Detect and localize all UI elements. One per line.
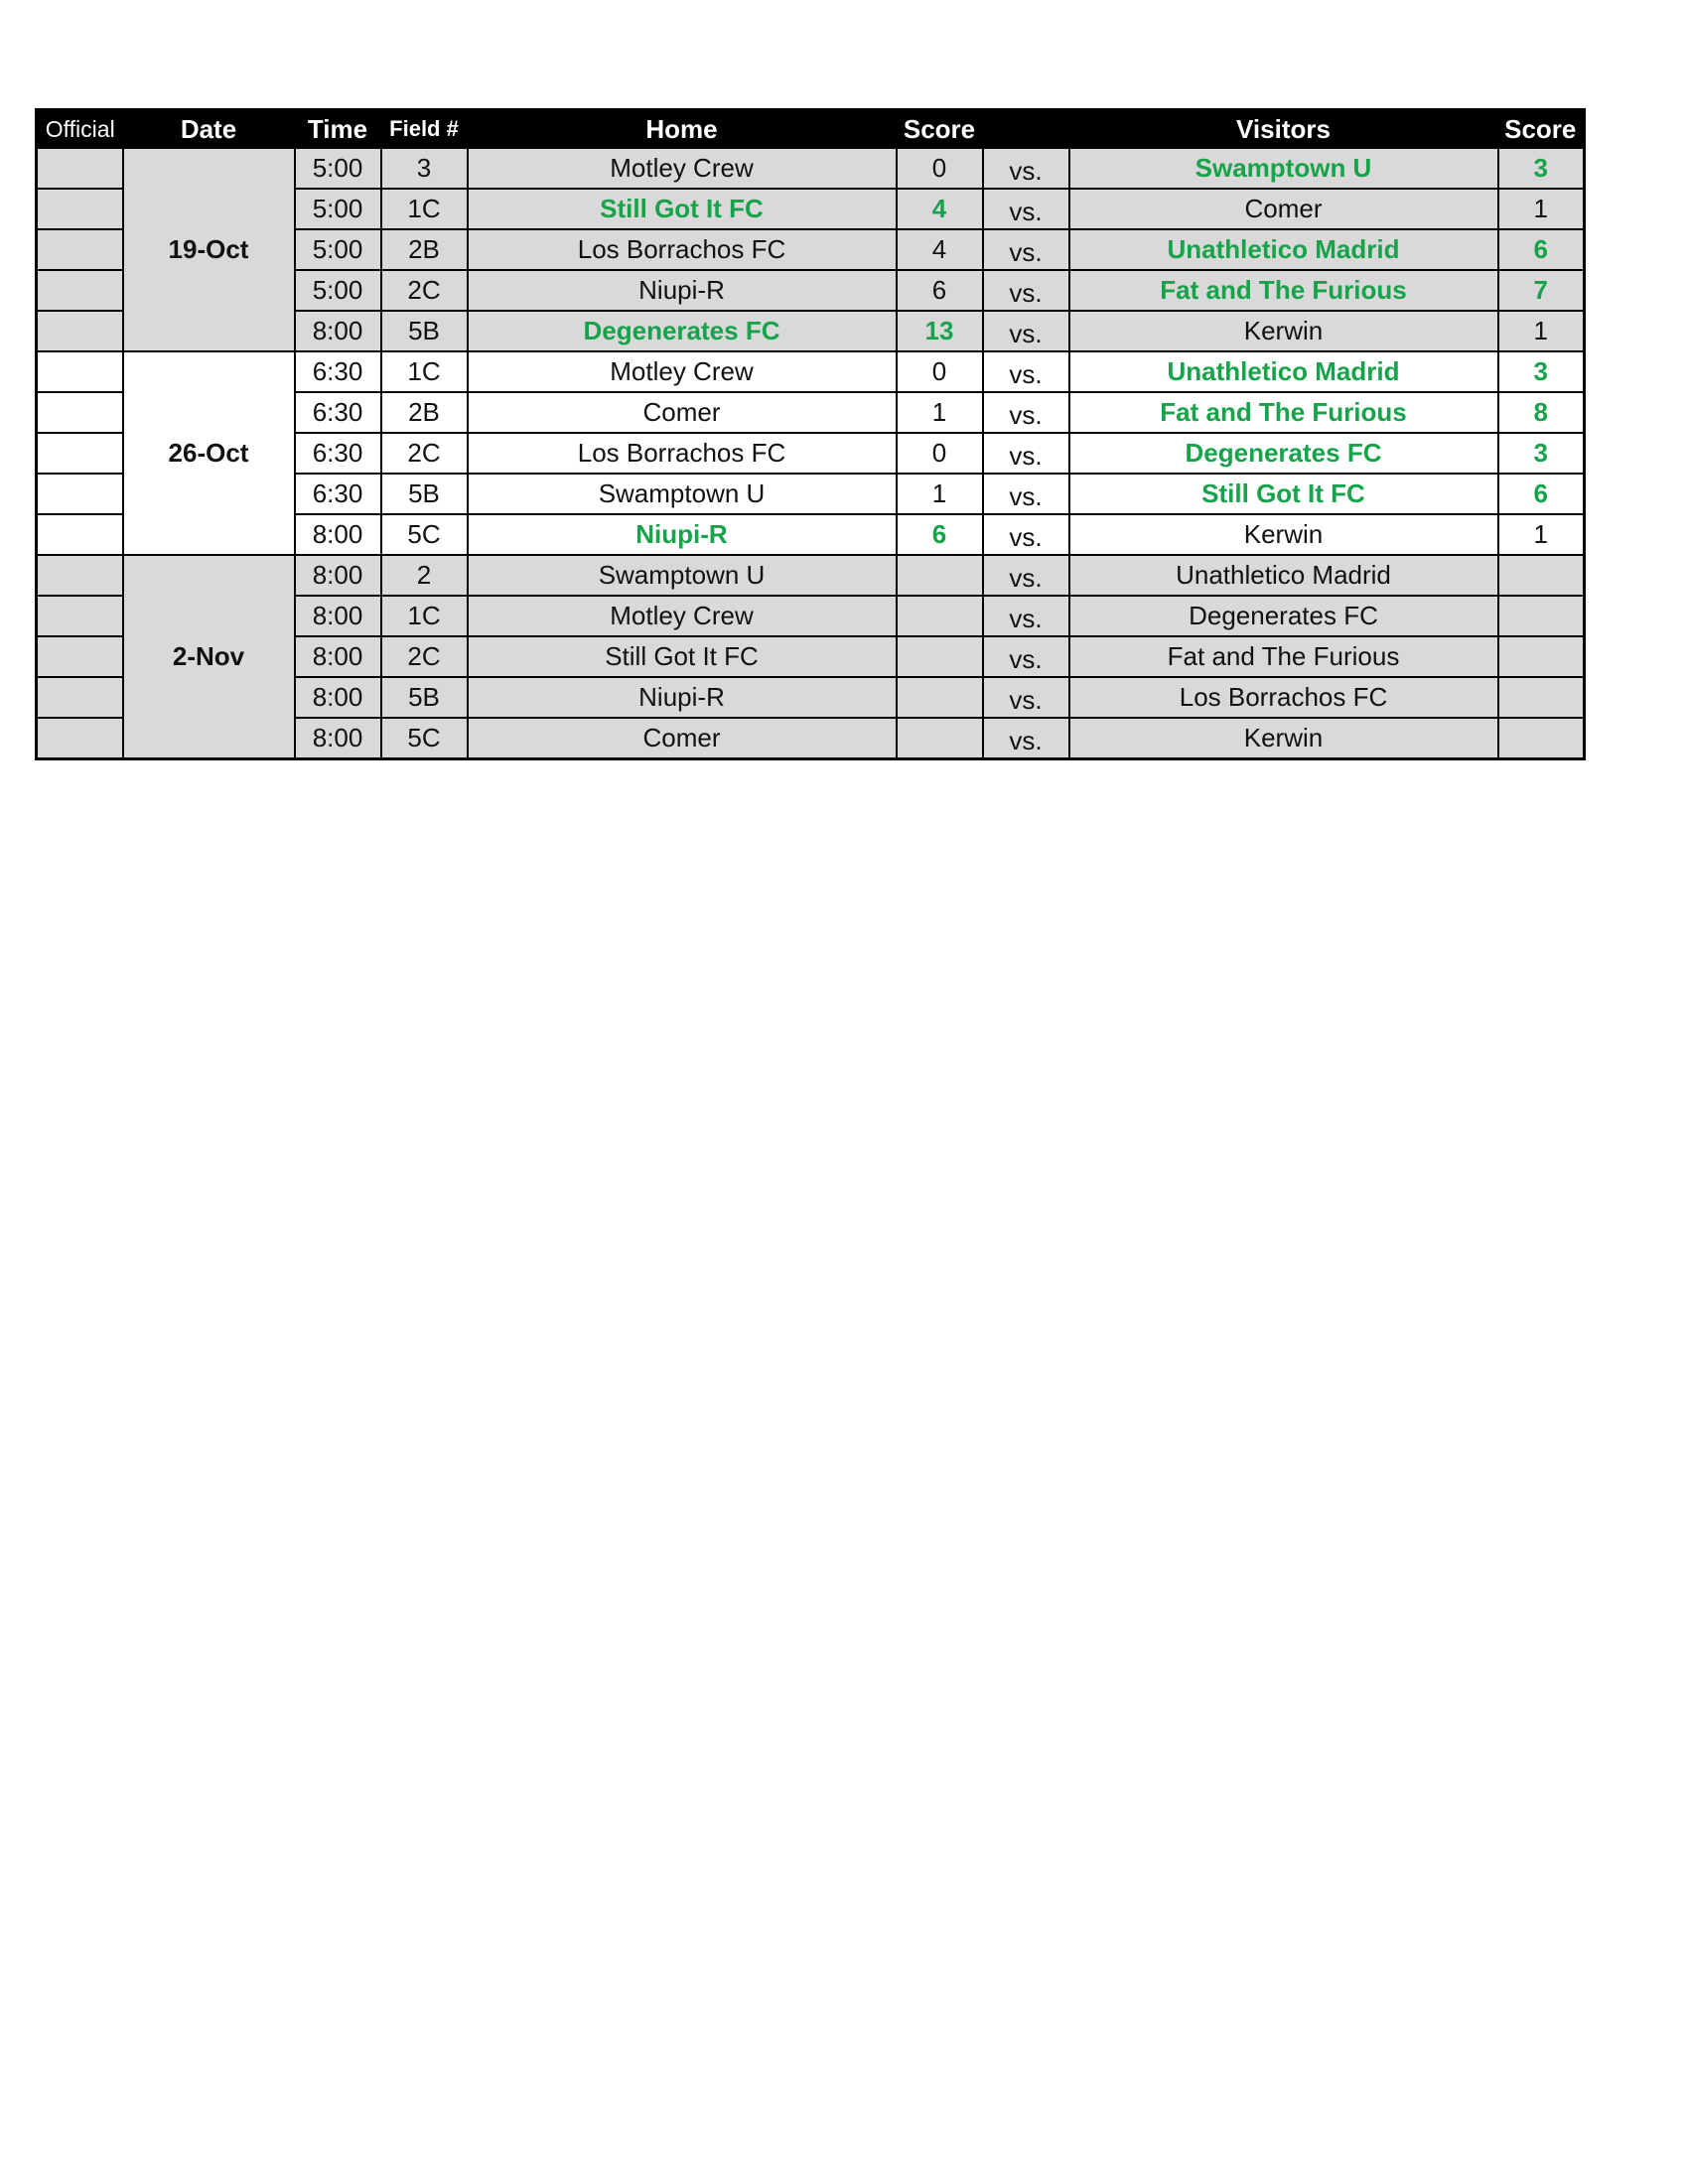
vs-cell: vs. [983,270,1069,311]
table-row [37,555,1585,596]
time-cell: 6:30 [295,474,381,514]
date-cell: 2-Nov [123,555,295,759]
visitor-score-cell [1498,636,1585,677]
visitor-team-cell: Los Borrachos FC [1069,677,1498,718]
official-cell [37,148,123,189]
visitor-team-cell: Degenerates FC [1069,596,1498,636]
table-row [37,148,1585,189]
home-team-cell: Motley Crew [468,351,897,392]
time-cell: 8:00 [295,636,381,677]
visitor-score-cell: 6 [1498,474,1585,514]
home-score-cell: 6 [897,270,983,311]
visitor-score-cell: 6 [1498,229,1585,270]
field-cell: 2B [381,229,468,270]
time-cell: 6:30 [295,433,381,474]
visitor-team-cell: Kerwin [1069,514,1498,555]
visitor-score-cell [1498,677,1585,718]
field-cell: 1C [381,351,468,392]
schedule-body [37,148,1585,759]
home-team-cell: Comer [468,718,897,759]
field-cell: 1C [381,596,468,636]
header-home: Home [468,110,897,149]
vs-cell: vs. [983,189,1069,229]
field-cell: 2C [381,270,468,311]
field-cell: 5C [381,718,468,759]
home-team-cell: Swamptown U [468,555,897,596]
time-cell: 8:00 [295,311,381,351]
home-score-cell [897,718,983,759]
official-cell [37,555,123,596]
visitor-team-cell: Swamptown U [1069,148,1498,189]
vs-cell: vs. [983,351,1069,392]
vs-cell: vs. [983,514,1069,555]
field-cell: 3 [381,148,468,189]
table-row [37,351,1585,392]
date-cell: 19-Oct [123,148,295,351]
vs-cell: vs. [983,311,1069,351]
visitor-team-cell: Degenerates FC [1069,433,1498,474]
visitor-score-cell: 1 [1498,311,1585,351]
official-cell [37,189,123,229]
home-score-cell: 6 [897,514,983,555]
time-cell: 8:00 [295,514,381,555]
official-cell [37,270,123,311]
field-cell: 2C [381,433,468,474]
official-cell [37,433,123,474]
field-cell: 5B [381,474,468,514]
visitor-team-cell: Unathletico Madrid [1069,351,1498,392]
header-visitor-score: Score [1498,110,1585,149]
home-score-cell: 4 [897,229,983,270]
visitor-score-cell [1498,718,1585,759]
header-vs [983,110,1069,149]
home-team-cell: Niupi-R [468,677,897,718]
field-cell: 5C [381,514,468,555]
time-cell: 6:30 [295,392,381,433]
field-cell: 1C [381,189,468,229]
visitor-team-cell: Unathletico Madrid [1069,555,1498,596]
official-cell [37,718,123,759]
visitor-team-cell: Comer [1069,189,1498,229]
visitor-score-cell [1498,596,1585,636]
home-score-cell: 0 [897,433,983,474]
visitor-team-cell: Still Got It FC [1069,474,1498,514]
header-date: Date [123,110,295,149]
home-team-cell: Still Got It FC [468,636,897,677]
time-cell: 8:00 [295,596,381,636]
home-team-cell: Motley Crew [468,148,897,189]
visitor-team-cell: Kerwin [1069,718,1498,759]
vs-cell: vs. [983,474,1069,514]
official-cell [37,596,123,636]
official-cell [37,229,123,270]
vs-cell: vs. [983,148,1069,189]
home-score-cell [897,636,983,677]
time-cell: 8:00 [295,677,381,718]
official-cell [37,311,123,351]
official-cell [37,474,123,514]
home-score-cell: 4 [897,189,983,229]
home-team-cell: Degenerates FC [468,311,897,351]
time-cell: 8:00 [295,555,381,596]
home-score-cell: 0 [897,351,983,392]
home-score-cell: 1 [897,474,983,514]
visitor-team-cell: Fat and The Furious [1069,392,1498,433]
home-team-cell: Motley Crew [468,596,897,636]
home-team-cell: Still Got It FC [468,189,897,229]
field-cell: 5B [381,311,468,351]
field-cell: 2 [381,555,468,596]
vs-cell: vs. [983,392,1069,433]
time-cell: 6:30 [295,351,381,392]
time-cell: 5:00 [295,270,381,311]
visitor-team-cell: Fat and The Furious [1069,270,1498,311]
visitor-score-cell: 3 [1498,433,1585,474]
home-score-cell: 1 [897,392,983,433]
visitor-team-cell: Kerwin [1069,311,1498,351]
home-team-cell: Los Borrachos FC [468,433,897,474]
visitor-score-cell: 3 [1498,351,1585,392]
home-team-cell: Niupi-R [468,514,897,555]
field-cell: 5B [381,677,468,718]
header-row [37,110,1585,149]
visitor-team-cell: Unathletico Madrid [1069,229,1498,270]
header-home-score: Score [897,110,983,149]
time-cell: 5:00 [295,189,381,229]
vs-cell: vs. [983,229,1069,270]
visitor-score-cell: 3 [1498,148,1585,189]
home-team-cell: Los Borrachos FC [468,229,897,270]
home-team-cell: Comer [468,392,897,433]
vs-cell: vs. [983,596,1069,636]
time-cell: 5:00 [295,148,381,189]
vs-cell: vs. [983,718,1069,759]
home-score-cell: 0 [897,148,983,189]
home-score-cell [897,596,983,636]
home-score-cell [897,677,983,718]
vs-cell: vs. [983,677,1069,718]
visitor-score-cell: 1 [1498,514,1585,555]
visitor-score-cell: 7 [1498,270,1585,311]
vs-cell: vs. [983,433,1069,474]
field-cell: 2C [381,636,468,677]
header-time: Time [295,110,381,149]
official-cell [37,514,123,555]
home-team-cell: Niupi-R [468,270,897,311]
official-cell [37,392,123,433]
vs-cell: vs. [983,555,1069,596]
vs-cell: vs. [983,636,1069,677]
visitor-team-cell: Fat and The Furious [1069,636,1498,677]
header-official: Official [37,110,123,149]
visitor-score-cell: 1 [1498,189,1585,229]
home-team-cell: Swamptown U [468,474,897,514]
official-cell [37,677,123,718]
header-field: Field # [381,110,468,149]
visitor-score-cell: 8 [1498,392,1585,433]
date-cell: 26-Oct [123,351,295,555]
header-visitors: Visitors [1069,110,1498,149]
home-score-cell: 13 [897,311,983,351]
schedule-table [35,108,1586,760]
home-score-cell [897,555,983,596]
official-cell [37,351,123,392]
visitor-score-cell [1498,555,1585,596]
time-cell: 8:00 [295,718,381,759]
time-cell: 5:00 [295,229,381,270]
official-cell [37,636,123,677]
field-cell: 2B [381,392,468,433]
